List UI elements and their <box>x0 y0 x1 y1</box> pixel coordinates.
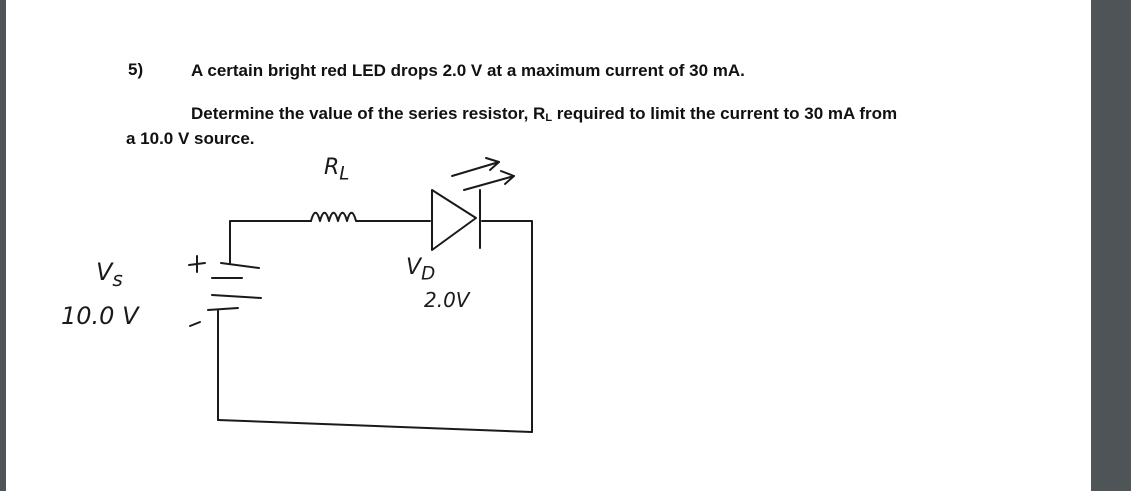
plus-sign <box>189 256 205 272</box>
diode-voltage-label <box>406 255 435 284</box>
diode-voltage-subscript: D <box>421 263 436 285</box>
source-voltage-symbol: V <box>96 258 113 286</box>
resistor-label-subscript: L <box>339 163 350 185</box>
question-line-3: a 10.0 V source. <box>126 129 255 148</box>
source-voltage-subscript: s <box>112 266 123 291</box>
question-line-1: A certain bright red LED drops 2.0 V at a maximum current of 30 mA. <box>191 61 745 80</box>
diode-triangle <box>432 190 476 250</box>
question-number: 5) <box>128 60 144 79</box>
resistor-subscript: L <box>545 112 553 124</box>
wire-bottom <box>218 420 532 432</box>
wire-right <box>482 221 532 432</box>
resistor-symbol <box>311 213 362 221</box>
source-voltage-value: 10.0 V <box>61 302 139 330</box>
document-page <box>6 0 1091 491</box>
wire-top-left <box>230 221 311 263</box>
battery-plate-1 <box>221 263 259 268</box>
battery-plate-4 <box>208 308 238 310</box>
diode-voltage-value: 2.0V <box>424 288 470 312</box>
resistor-symbol-letter: R <box>324 155 340 180</box>
battery-plate-3 <box>212 295 261 298</box>
minus-sign <box>190 322 200 326</box>
source-voltage-label <box>96 258 123 291</box>
diode-voltage-symbol: V <box>406 255 422 280</box>
circuit-diagram <box>6 0 1091 491</box>
question-line-2-end: required to limit the current to 30 mA from <box>556 104 898 123</box>
resistor-label <box>324 155 350 184</box>
question-line-2-start: Determine the value of the series resistor, R <box>191 104 546 123</box>
